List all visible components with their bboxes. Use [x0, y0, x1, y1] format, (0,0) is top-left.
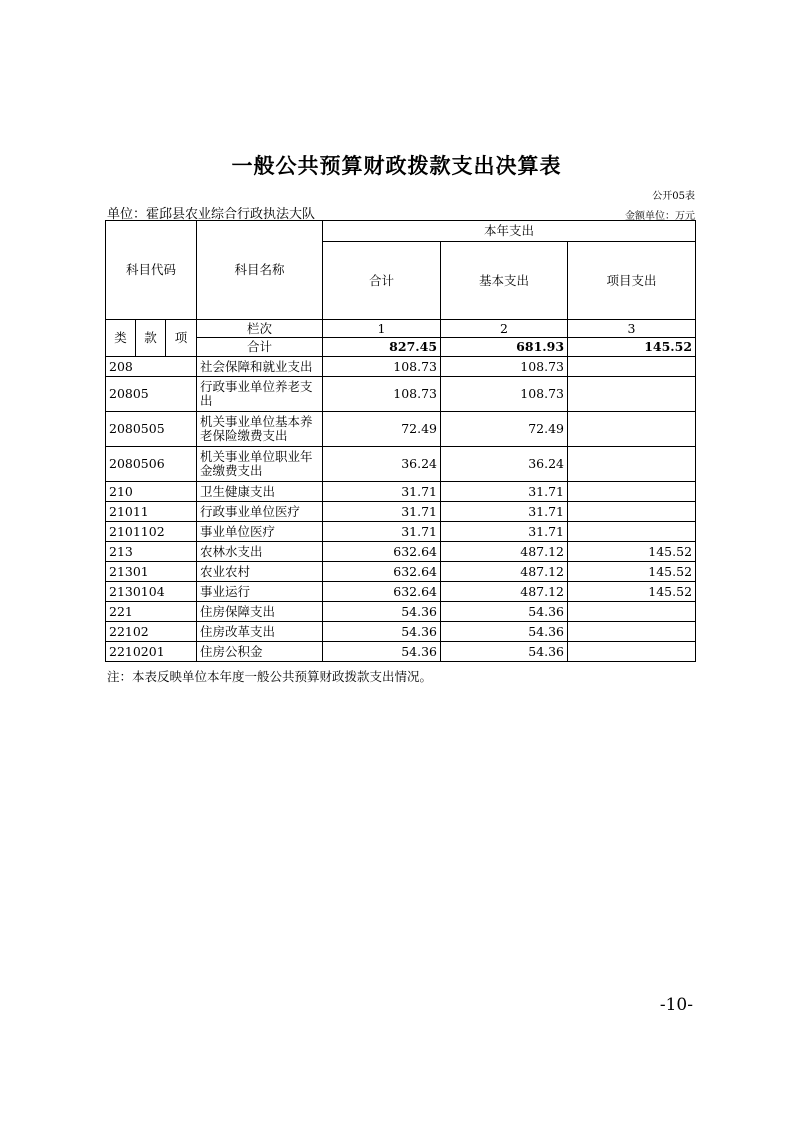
- row-code: 208: [106, 357, 197, 377]
- row-basic: 54.36: [441, 642, 568, 662]
- row-name: 住房改革支出: [197, 622, 323, 642]
- row-total: 54.36: [323, 602, 441, 622]
- row-basic: 54.36: [441, 622, 568, 642]
- amount-unit-label: 金额单位：万元: [625, 211, 695, 222]
- header-col-2: 2: [441, 320, 568, 338]
- header-basic: 基本支出: [441, 242, 568, 320]
- row-total: 36.24: [323, 447, 441, 482]
- unit-label: 单位：霍邱县农业综合行政执法大队: [107, 207, 316, 222]
- row-code: 21011: [106, 502, 197, 522]
- page-title: 一般公共预算财政拨款支出决算表: [231, 154, 562, 178]
- table-row: [106, 377, 696, 412]
- row-name: 行政事业单位养老支出: [197, 377, 323, 412]
- row-total: 632.64: [323, 582, 441, 602]
- table-row: [106, 502, 696, 522]
- row-total: 31.71: [323, 522, 441, 542]
- row-code: 2210201: [106, 642, 197, 662]
- row-total: 72.49: [323, 412, 441, 447]
- row-total: 108.73: [323, 377, 441, 412]
- row-code: 2101102: [106, 522, 197, 542]
- row-basic: 72.49: [441, 412, 568, 447]
- row-basic: 108.73: [441, 377, 568, 412]
- row-basic: 36.24: [441, 447, 568, 482]
- row-code: 210: [106, 482, 197, 502]
- row-total: 31.71: [323, 502, 441, 522]
- row-project: 145.52: [568, 562, 696, 582]
- row-basic: 54.36: [441, 602, 568, 622]
- row-name: 机关事业单位基本养老保险缴费支出: [197, 412, 323, 447]
- header-subject-code: 科目代码: [106, 221, 197, 320]
- header-kuan: 款: [136, 320, 166, 357]
- header-total: 合计: [323, 242, 441, 320]
- row-total: 632.64: [323, 542, 441, 562]
- form-number: 公开05表: [652, 191, 695, 202]
- expenditure-table: [105, 220, 696, 662]
- table-row: [106, 542, 696, 562]
- page-number: -10-: [659, 995, 693, 1015]
- total-label: 合计: [197, 338, 323, 357]
- header-subject-name: 科目名称: [197, 221, 323, 320]
- row-basic: 487.12: [441, 562, 568, 582]
- row-code: 2080505: [106, 412, 197, 447]
- header-col-1: 1: [323, 320, 441, 338]
- row-total: 54.36: [323, 622, 441, 642]
- header-project: 项目支出: [568, 242, 696, 320]
- row-project: 145.52: [568, 582, 696, 602]
- row-total: 632.64: [323, 562, 441, 582]
- row-name: 农业农村: [197, 562, 323, 582]
- table-row: [106, 482, 696, 502]
- header-xiang: 项: [166, 320, 197, 357]
- table-row: [106, 412, 696, 447]
- row-project: [568, 642, 696, 662]
- row-name: 事业单位医疗: [197, 522, 323, 542]
- table-row: [106, 357, 696, 377]
- row-total: 31.71: [323, 482, 441, 502]
- row-total: 108.73: [323, 357, 441, 377]
- row-basic: 31.71: [441, 502, 568, 522]
- row-basic: 31.71: [441, 482, 568, 502]
- row-code: 221: [106, 602, 197, 622]
- table-row: [106, 622, 696, 642]
- row-name: 住房公积金: [197, 642, 323, 662]
- row-total: 54.36: [323, 642, 441, 662]
- row-project: [568, 447, 696, 482]
- total-project: 145.52: [568, 338, 696, 357]
- row-name: 事业运行: [197, 582, 323, 602]
- row-code: 20805: [106, 377, 197, 412]
- row-project: [568, 482, 696, 502]
- header-lei: 类: [106, 320, 136, 357]
- row-code: 22102: [106, 622, 197, 642]
- row-project: 145.52: [568, 542, 696, 562]
- row-code: 2130104: [106, 582, 197, 602]
- table-row: [106, 642, 696, 662]
- row-project: [568, 377, 696, 412]
- row-project: [568, 602, 696, 622]
- row-name: 机关事业单位职业年金缴费支出: [197, 447, 323, 482]
- row-code: 2080506: [106, 447, 197, 482]
- row-basic: 31.71: [441, 522, 568, 542]
- table-row: [106, 582, 696, 602]
- row-code: 21301: [106, 562, 197, 582]
- footnote: 注：本表反映单位本年度一般公共预算财政拨款支出情况。: [107, 669, 433, 684]
- row-basic: 487.12: [441, 582, 568, 602]
- table-row: [106, 522, 696, 542]
- row-name: 住房保障支出: [197, 602, 323, 622]
- header-col-3: 3: [568, 320, 696, 338]
- row-basic: 487.12: [441, 542, 568, 562]
- header-column-no: 栏次: [197, 320, 323, 338]
- row-name: 农林水支出: [197, 542, 323, 562]
- row-project: [568, 502, 696, 522]
- row-project: [568, 357, 696, 377]
- row-name: 行政事业单位医疗: [197, 502, 323, 522]
- row-basic: 108.73: [441, 357, 568, 377]
- row-code: 213: [106, 542, 197, 562]
- row-project: [568, 522, 696, 542]
- row-name: 社会保障和就业支出: [197, 357, 323, 377]
- row-name: 卫生健康支出: [197, 482, 323, 502]
- table-row: [106, 562, 696, 582]
- table-row: [106, 602, 696, 622]
- total-total: 827.45: [323, 338, 441, 357]
- table-row: [106, 447, 696, 482]
- row-project: [568, 622, 696, 642]
- header-current-year: 本年支出: [323, 221, 696, 242]
- total-basic: 681.93: [441, 338, 568, 357]
- row-project: [568, 412, 696, 447]
